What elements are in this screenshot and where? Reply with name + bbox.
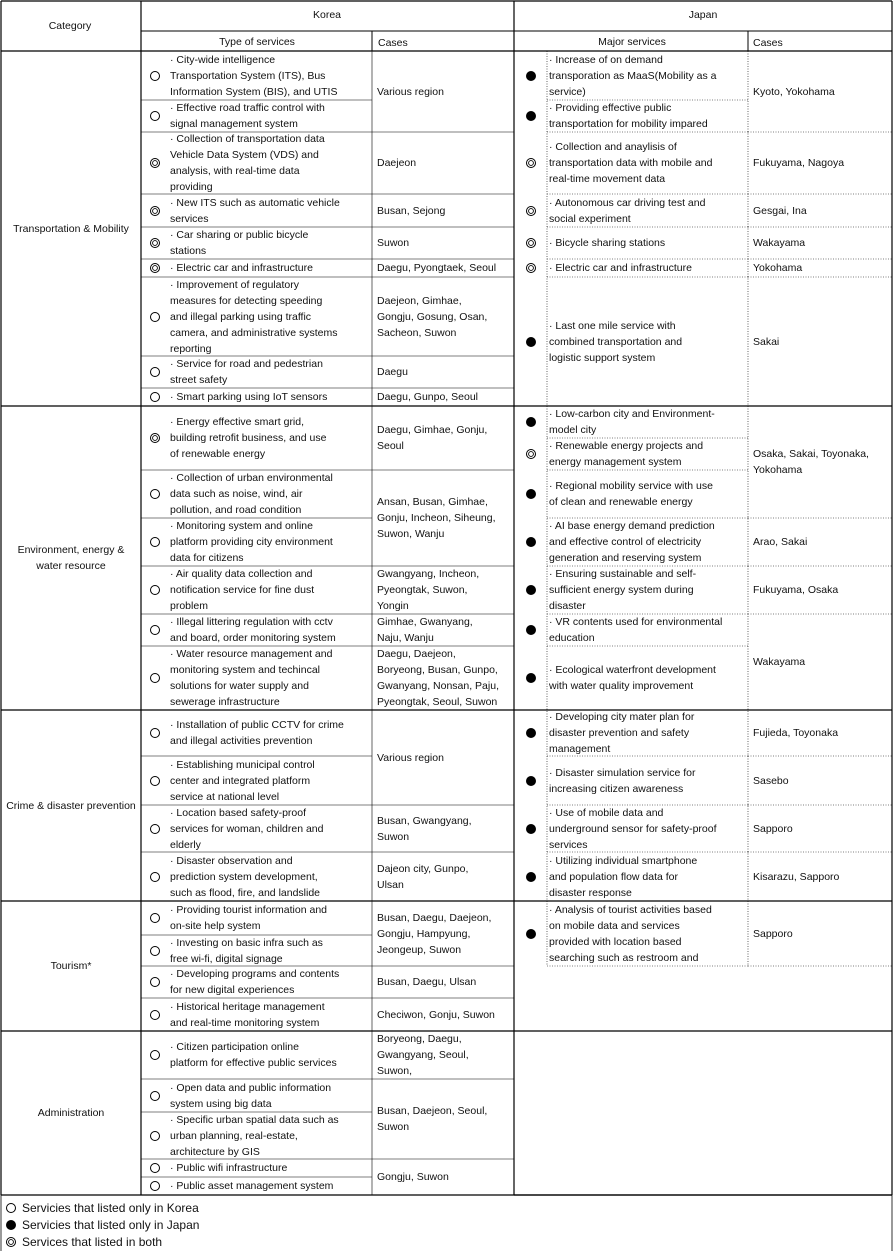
korea-service-text: platform providing city environment (170, 536, 333, 548)
header-korea-cases: Cases (378, 37, 408, 49)
japan-service-text: and population flow data for (549, 871, 679, 883)
japan-only-symbol-icon (525, 336, 537, 348)
korea-service-text: sewerage infrastructure (170, 696, 280, 708)
korea-service-text: · Citizen participation online (170, 1041, 299, 1053)
japan-case-text: Wakayama (753, 237, 806, 249)
korea-service-text: · Energy effective smart grid, (170, 416, 305, 428)
korea-service-text: street safety (170, 374, 228, 386)
korea-case-text: Busan, Sejong (377, 205, 446, 217)
japan-service-text: management (549, 743, 611, 755)
korea-case-text: Gongju, Hampyung, (377, 928, 471, 940)
header-japan-cases: Cases (753, 37, 783, 49)
japan-service-text: · Low-carbon city and Environment- (549, 408, 715, 420)
header-major-services: Major services (598, 36, 666, 48)
japan-service-text: · Collection and anaylisis of (549, 141, 677, 153)
japan-service-text: underground sensor for safety-proof (549, 823, 717, 835)
korea-case-text: Suwon (377, 1121, 410, 1133)
japan-service-text: disaster response (549, 887, 632, 899)
korea-case-text: Daegu, Daejeon, (377, 648, 456, 660)
korea-service-text: Transportation System (ITS), Bus (170, 70, 326, 82)
japan-case-text: Fukuyama, Osaka (753, 584, 839, 596)
korea-service-text: · Smart parking using IoT sensors (170, 391, 328, 403)
japan-service-text: · Renewable energy projects and (549, 440, 704, 452)
japan-service-text: · Disaster simulation service for (549, 767, 696, 779)
korea-case-text: Boryeong, Daegu, (377, 1033, 462, 1045)
japan-only-symbol-icon (525, 416, 537, 428)
legend-japan-only-icon (5, 1219, 17, 1231)
korea-case-text: Checiwon, Gonju, Suwon (377, 1009, 495, 1021)
korea-service-text: · Car sharing or public bicycle (170, 229, 309, 241)
korea-service-text: · Monitoring system and online (170, 520, 313, 532)
korea-service-text: · Water resource management and (170, 648, 333, 660)
korea-service-text: prediction system development, (170, 871, 318, 883)
korea-case-text: Ulsan (377, 879, 404, 891)
japan-service-text: with water quality improvement (549, 680, 694, 692)
japan-only-symbol-icon (525, 624, 537, 636)
japan-case-text: Wakayama (753, 656, 806, 668)
korea-case-text: Pyeongtak, Suwon, (377, 584, 468, 596)
korea-service-text: stations (170, 245, 207, 257)
korea-case-text: Jeongeup, Suwon (377, 944, 462, 956)
header-category: Category (48, 20, 92, 32)
japan-case-text: Arao, Sakai (753, 536, 808, 548)
korea-service-text: · Disaster observation and (170, 855, 293, 867)
japan-service-text: energy management system (549, 456, 682, 468)
korea-service-text: reporting (170, 343, 212, 355)
korea-service-text: · Developing programs and contents (170, 968, 340, 980)
japan-service-text: on mobile data and services (549, 920, 680, 932)
korea-case-text: Gongju, Gosung, Osan, (377, 311, 488, 323)
korea-service-text: Information System (BIS), and UTIS (170, 86, 338, 98)
japan-only-symbol-icon (525, 775, 537, 787)
korea-only-symbol-icon (149, 1049, 161, 1061)
korea-service-text: · Specific urban spatial data such as (170, 1114, 339, 1126)
japan-case-text: Fukuyama, Nagoya (753, 157, 845, 169)
japan-case-text: Osaka, Sakai, Toyonaka, (753, 448, 869, 460)
japan-service-text: · Bicycle sharing stations (549, 237, 666, 249)
korea-case-text: Daegu, Pyongtaek, Seoul (377, 262, 497, 274)
korea-service-text: providing (170, 181, 213, 193)
japan-service-text: · Regional mobility service with use (549, 480, 713, 492)
korea-service-text: pollution, and road condition (170, 504, 302, 516)
korea-case-text: Naju, Wanju (377, 632, 434, 644)
category-label: Environment, energy & water resource (17, 544, 125, 572)
korea-only-symbol-icon (149, 366, 161, 378)
korea-service-text: urban planning, real-estate, (170, 1130, 298, 1142)
legend-both-icon (5, 1236, 17, 1248)
category-label: Tourism* (50, 960, 92, 972)
korea-service-text: such as flood, fire, and landslide (170, 887, 321, 899)
korea-service-text: · Improvement of regulatory (170, 279, 299, 291)
korea-only-symbol-icon (149, 727, 161, 739)
korea-service-text: · Location based safety-proof (170, 807, 306, 819)
korea-service-text: and real-time monitoring system (170, 1017, 320, 1029)
korea-case-text: Gwangyang, Seoul, (377, 1049, 469, 1061)
korea-service-text: and illegal parking using traffic (170, 311, 312, 323)
japan-service-text: real-time movement data (549, 173, 666, 185)
both-symbol-icon (149, 157, 161, 169)
japan-service-text: model city (549, 424, 597, 436)
japan-case-text: Kyoto, Yokohama (753, 86, 835, 98)
both-symbol-icon (525, 448, 537, 460)
korea-only-symbol-icon (149, 976, 161, 988)
korea-only-symbol-icon (149, 912, 161, 924)
category-label: Crime & disaster prevention (6, 799, 136, 812)
japan-only-symbol-icon (525, 110, 537, 122)
korea-service-text: for new digital experiences (170, 984, 295, 996)
korea-service-text: monitoring system and techincal (170, 664, 320, 676)
japan-service-text: increasing citizen awareness (549, 783, 684, 795)
japan-service-text: · Utilizing individual smartphone (549, 855, 698, 867)
japan-case-text: Yokohama (753, 262, 803, 274)
korea-case-text: Pyeongtak, Seoul, Suwon (377, 696, 498, 708)
korea-service-text: · Investing on basic infra such as (170, 937, 323, 949)
header-type-of-services: Type of services (219, 36, 295, 48)
japan-service-text: · Ecological waterfront development (549, 664, 716, 676)
japan-service-text: · Analysis of tourist activities based (549, 904, 712, 916)
both-symbol-icon (149, 432, 161, 444)
korea-service-text: elderly (170, 839, 201, 851)
japan-service-text: · Electric car and infrastructure (549, 262, 692, 274)
japan-service-text: generation and reserving system (549, 552, 702, 564)
korea-case-text: Daegu, Gunpo, Seoul (377, 391, 478, 403)
both-symbol-icon (525, 237, 537, 249)
korea-only-symbol-icon (149, 823, 161, 835)
korea-service-text: platform for effective public services (170, 1057, 337, 1069)
korea-case-text: Gongju, Suwon (377, 1171, 449, 1183)
korea-service-text: center and integrated platform (170, 775, 311, 787)
japan-service-text: transportation data with mobile and (549, 157, 713, 169)
japan-only-symbol-icon (525, 823, 537, 835)
japan-only-symbol-icon (525, 584, 537, 596)
korea-service-text: · Effective road traffic control with (170, 102, 325, 114)
korea-service-text: and board, order monitoring system (170, 632, 336, 644)
korea-service-text: on-site help system (170, 920, 261, 932)
japan-case-text: Fujieda, Toyonaka (753, 727, 839, 739)
korea-only-symbol-icon (149, 775, 161, 787)
korea-only-symbol-icon (149, 536, 161, 548)
japan-service-text: service) (549, 86, 586, 98)
korea-only-symbol-icon (149, 391, 161, 403)
korea-service-text: · Historical heritage management (170, 1001, 325, 1013)
korea-service-text: solutions for water supply and (170, 680, 309, 692)
category-label: Administration (37, 1107, 105, 1119)
japan-service-text: disaster prevention and safety (549, 727, 690, 739)
japan-only-symbol-icon (525, 672, 537, 684)
korea-case-text: Various region (377, 752, 444, 764)
japan-service-text: transportation for mobility impared (549, 118, 708, 130)
korea-case-text: Various region (377, 86, 444, 98)
korea-case-text: Busan, Daegu, Ulsan (377, 976, 477, 988)
korea-service-text: problem (170, 600, 208, 612)
korea-service-text: · Electric car and infrastructure (170, 262, 313, 274)
korea-service-text: architecture by GIS (170, 1146, 260, 1158)
korea-service-text: · Collection of urban environmental (170, 472, 333, 484)
korea-case-text: Suwon (377, 831, 410, 843)
legend-text: Servicies that listed only in Korea (22, 1201, 199, 1215)
category-label: Transportation & Mobility (13, 223, 129, 235)
legend-korea-only-icon (5, 1202, 17, 1214)
korea-service-text: analysis, with real-time data (170, 165, 300, 177)
japan-case-text: Sakai (753, 336, 780, 348)
korea-service-text: data such as noise, wind, air (170, 488, 303, 500)
korea-case-text: Dajeon city, Gunpo, (377, 863, 469, 875)
korea-service-text: Vehicle Data System (VDS) and (170, 149, 319, 161)
korea-case-text: Gimhae, Gwanyang, (377, 616, 473, 628)
japan-case-text: Kisarazu, Sapporo (753, 871, 840, 883)
japan-service-text: of clean and renewable energy (549, 496, 693, 508)
korea-service-text: measures for detecting speeding (170, 295, 323, 307)
header-japan: Japan (688, 9, 718, 21)
japan-service-text: logistic support system (549, 352, 656, 364)
japan-service-text: · Use of mobile data and (549, 807, 664, 819)
both-symbol-icon (149, 262, 161, 274)
korea-service-text: signal management system (170, 118, 298, 130)
header-korea: Korea (312, 9, 342, 21)
korea-service-text: services (170, 213, 209, 225)
korea-only-symbol-icon (149, 1130, 161, 1142)
japan-case-text: Sapporo (753, 823, 793, 835)
japan-only-symbol-icon (525, 727, 537, 739)
korea-service-text: · Providing tourist information and (170, 904, 327, 916)
legend-text: Servicies that listed only in Japan (22, 1218, 200, 1232)
korea-only-symbol-icon (149, 110, 161, 122)
japan-service-text: provided with location based (549, 936, 682, 948)
japan-service-text: · Last one mile service with (549, 320, 676, 332)
both-symbol-icon (525, 157, 537, 169)
korea-only-symbol-icon (149, 1090, 161, 1102)
korea-service-text: notification service for fine dust (170, 584, 315, 596)
korea-service-text: camera, and administrative systems (170, 327, 338, 339)
japan-service-text: · AI base energy demand prediction (549, 520, 715, 532)
korea-case-text: Suwon, (377, 1065, 413, 1077)
korea-service-text: service at national level (170, 791, 280, 803)
japan-service-text: transporation as MaaS(Mobility as a (549, 70, 717, 82)
japan-service-text: sufficient energy system during (549, 584, 694, 596)
korea-case-text: Daegu, Gimhae, Gonju, (377, 424, 488, 436)
korea-only-symbol-icon (149, 1162, 161, 1174)
korea-case-text: Busan, Daejeon, Seoul, (377, 1105, 488, 1117)
japan-only-symbol-icon (525, 871, 537, 883)
korea-case-text: Suwon, Wanju (377, 528, 445, 540)
japan-service-text: · Increase of on demand (549, 54, 663, 66)
korea-service-text: free wi-fi, digital signage (170, 953, 283, 965)
japan-only-symbol-icon (525, 70, 537, 82)
korea-case-text: Suwon (377, 237, 410, 249)
japan-service-text: social experiment (549, 213, 631, 225)
japan-case-text: Yokohama (753, 464, 803, 476)
korea-case-text: Daejeon, Gimhae, (377, 295, 462, 307)
korea-service-text: and illegal activities prevention (170, 735, 313, 747)
both-symbol-icon (525, 205, 537, 217)
korea-only-symbol-icon (149, 488, 161, 500)
korea-case-text: Boryeong, Busan, Gunpo, (377, 664, 498, 676)
korea-service-text: · Public wifi infrastructure (170, 1162, 288, 1174)
korea-case-text: Busan, Gwangyang, (377, 815, 472, 827)
korea-service-text: · Illegal littering regulation with cctv (170, 616, 333, 628)
korea-service-text: of renewable energy (170, 448, 266, 460)
korea-only-symbol-icon (149, 1180, 161, 1192)
japan-service-text: searching such as restroom and (549, 952, 699, 964)
japan-service-text: and effective control of electricity (549, 536, 702, 548)
japan-only-symbol-icon (525, 536, 537, 548)
both-symbol-icon (149, 237, 161, 249)
korea-only-symbol-icon (149, 672, 161, 684)
korea-case-text: Daegu (377, 366, 408, 378)
korea-case-text: Busan, Daegu, Daejeon, (377, 912, 492, 924)
legend-text: Services that listed in both (22, 1235, 163, 1249)
korea-case-text: Gwangyang, Incheon, (377, 568, 480, 580)
korea-case-text: Gonju, Incheon, Siheung, (377, 512, 496, 524)
korea-only-symbol-icon (149, 311, 161, 323)
korea-only-symbol-icon (149, 1009, 161, 1021)
korea-service-text: · City-wide intelligence (170, 54, 276, 66)
korea-service-text: · Public asset management system (170, 1180, 334, 1192)
japan-service-text: · Providing effective public (549, 102, 672, 114)
korea-only-symbol-icon (149, 584, 161, 596)
both-symbol-icon (525, 262, 537, 274)
korea-only-symbol-icon (149, 945, 161, 957)
korea-service-text: · Open data and public information (170, 1082, 332, 1094)
korea-service-text: system using big data (170, 1098, 272, 1110)
japan-case-text: Gesgai, Ina (753, 205, 807, 217)
korea-service-text: services for woman, children and (170, 823, 324, 835)
japan-only-symbol-icon (525, 928, 537, 940)
korea-only-symbol-icon (149, 871, 161, 883)
korea-case-text: Seoul (377, 440, 404, 452)
japan-service-text: combined transportation and (549, 336, 683, 348)
both-symbol-icon (149, 205, 161, 217)
japan-only-symbol-icon (525, 488, 537, 500)
korea-service-text: · New ITS such as automatic vehicle (170, 197, 340, 209)
korea-only-symbol-icon (149, 70, 161, 82)
korea-service-text: · Air quality data collection and (170, 568, 313, 580)
japan-service-text: · Ensuring sustainable and self- (549, 568, 697, 580)
japan-service-text: disaster (549, 600, 586, 612)
korea-case-text: Gwanyang, Nonsan, Paju, (377, 680, 499, 692)
japan-case-text: Sasebo (753, 775, 789, 787)
korea-service-text: data for citizens (170, 552, 244, 564)
korea-service-text: · Collection of transportation data (170, 133, 325, 145)
korea-case-text: Yongin (377, 600, 409, 612)
korea-service-text: · Installation of public CCTV for crime (170, 719, 344, 731)
japan-service-text: · Developing city mater plan for (549, 711, 695, 723)
korea-case-text: Ansan, Busan, Gimhae, (377, 496, 488, 508)
korea-service-text: building retrofit business, and use (170, 432, 327, 444)
japan-service-text: education (549, 632, 595, 644)
korea-only-symbol-icon (149, 624, 161, 636)
korea-case-text: Daejeon (377, 157, 417, 169)
korea-case-text: Sacheon, Suwon (377, 327, 457, 339)
japan-case-text: Sapporo (753, 928, 793, 940)
korea-service-text: · Establishing municipal control (170, 759, 315, 771)
japan-service-text: · Autonomous car driving test and (549, 197, 706, 209)
japan-service-text: · VR contents used for environmental (549, 616, 723, 628)
korea-service-text: · Service for road and pedestrian (170, 358, 323, 370)
japan-service-text: services (549, 839, 588, 851)
